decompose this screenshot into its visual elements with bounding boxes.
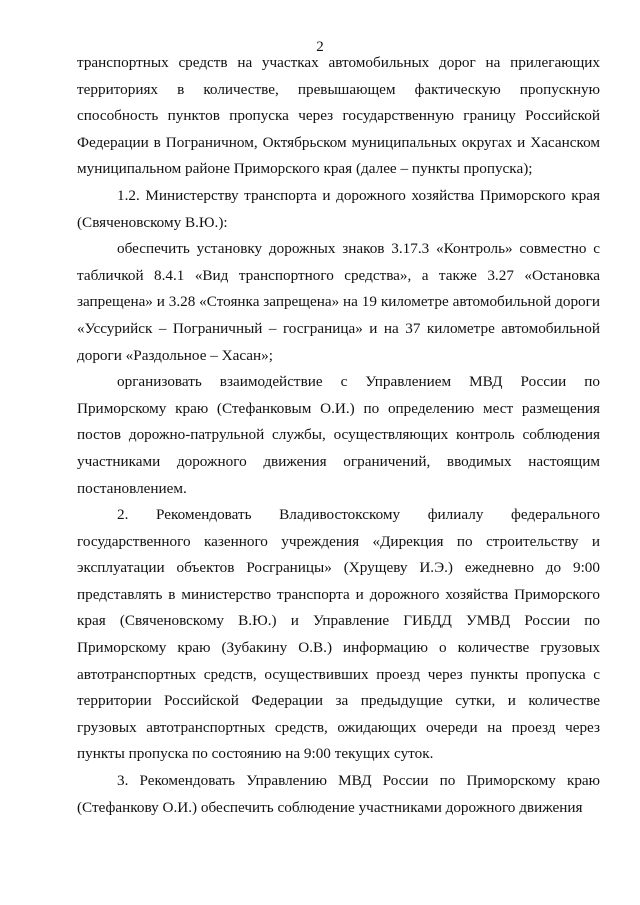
document-body	[77, 50, 600, 821]
paragraph-item-3: 3. Рекомендовать Управлению МВД России по Приморскому краю (Стефанкову О.И.) обеспечить соблюдение участниками дорожного движения	[77, 772, 600, 816]
paragraph-item-2: 2. Рекомендовать Владивостокскому филиалу федерального государственного казенного учреждения «Дирекция по строительству и эксплуатации объектов Росграницы» (Хрущеву И.Э.) ежедневно до 9:00 представлять в министерство транспорта и дорожного хозяйства Приморского края (Свяченовскому В.Ю.) и Управление ГИБДД УМВД России по Приморскому краю (Зубакину О.В.) информацию о количестве грузовых автотранспортных средств, осуществивших проезд через пункты пропуска с территории Российской Федерации за предыдущие сутки, и количестве грузовых автотранспортных средств, ожидающих очереди на проезд через пункты пропуска по состоянию на 9:00 текущих суток.	[77, 506, 600, 763]
page-number: 2	[316, 39, 324, 55]
paragraph-continuation: транспортных средств на участках автомобильных дорог на прилегающих территориях в количестве, превышающем фактическую пропускную способность пунктов пропуска через государственную границу Российской Федерации в Пограничном, Октябрьском муниципальных округах и Хасанском муниципальном районе Приморского края (далее – пункты пропуска);	[77, 54, 600, 178]
paragraph-interaction: организовать взаимодействие с Управлением МВД России по Приморскому краю (Стефанковым О.И.) по определению мест размещения постов дорожно-патрульной службы, осуществляющих контроль соблюдения участниками дорожного движения ограничений, вводимых настоящим постановлением.	[77, 373, 600, 497]
paragraph-road-signs: обеспечить установку дорожных знаков 3.17.3 «Контроль» совместно с табличкой 8.4.1 «Вид транспортного средства», а также 3.27 «Остановка запрещена» и 3.28 «Стоянка запрещена» на 19 километре автомобильной дороги «Уссурийск – Пограничный – госграница» и на 37 километре автомобильной дороги «Раздольное – Хасан»;	[77, 240, 600, 364]
paragraph-item-1-2: 1.2. Министерству транспорта и дорожного хозяйства Приморского края (Свяченовскому В.Ю.):	[77, 186, 600, 231]
